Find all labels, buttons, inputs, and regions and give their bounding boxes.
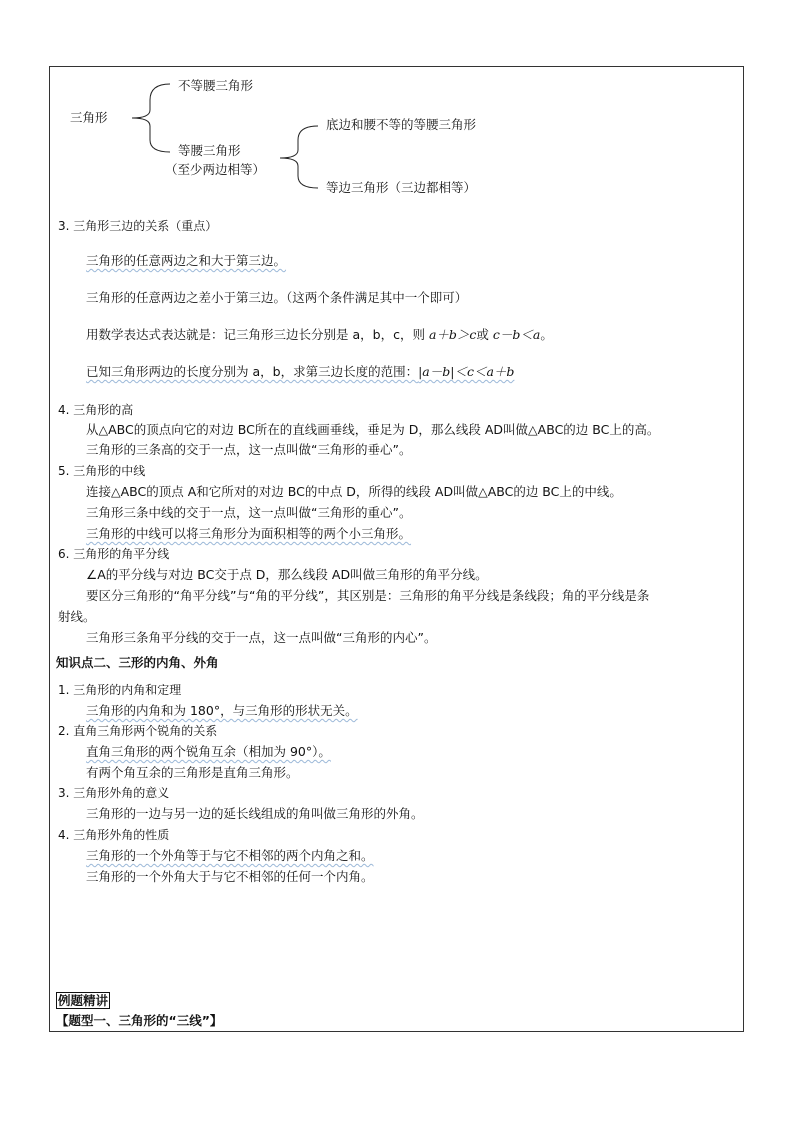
sec6-line3: 三角形三条角平分线的交于一点，这一点叫做“三角形的内心”。 xyxy=(86,630,437,645)
kp2-h2-line1: 直角三角形的两个锐角互余（相加为 90°）。 xyxy=(86,744,331,759)
examples-label: 例题精讲 xyxy=(58,993,109,1008)
sec3-heading: 3. 三角形三边的关系（重点） xyxy=(58,219,218,233)
sec3-expr2: c－b＜a xyxy=(492,327,541,342)
sec6-line1: ∠A的平分线与对边 BC交于点 D，那么线段 AD叫做三角形的角平分线。 xyxy=(86,567,488,582)
sec3-or: 或 xyxy=(476,327,489,342)
sec4-line1: 从△ABC的顶点向它的对边 BC所在的直线画垂线，垂足为 D，那么线段 AD叫做△ABC的边 BC上的高。 xyxy=(86,422,660,437)
sec6-line2a: 要区分三角形的“角平分线”与“角的平分线”，其区别是：三角形的角平分线是条线段；角的平分线是条 xyxy=(86,588,650,603)
sec3-line1: 三角形的任意两边之和大于第三边。 xyxy=(86,253,287,268)
sec5-line2: 三角形三条中线的交于一点，这一点叫做“三角形的重心”。 xyxy=(86,505,412,520)
kp2-h2: 2. 直角三角形两个锐角的关系 xyxy=(58,724,218,738)
sec3-line3 xyxy=(86,327,553,343)
tree-equilateral: 等边三角形（三边都相等） xyxy=(326,180,477,195)
tree-isosceles-note: （至少两边相等） xyxy=(165,162,266,177)
sec5-heading: 5. 三角形的中线 xyxy=(58,464,146,478)
examples-type1: 【题型一、三角形的“三线”】 xyxy=(56,1013,223,1028)
kp2-h3: 3. 三角形外角的意义 xyxy=(58,786,170,800)
sec3-line4-expr: |a－b|＜c＜a＋b xyxy=(418,364,515,379)
sec3-line3-prefix: 用数学表达式表达就是：记三角形三边长分别是 a，b，c，则 xyxy=(86,327,425,342)
sec3-end: 。 xyxy=(540,327,553,342)
sec3-line4 xyxy=(86,364,514,380)
sec6-heading: 6. 三角形的角平分线 xyxy=(58,547,170,561)
sec6-line2b: 射线。 xyxy=(58,609,96,624)
kp2-h1: 1. 三角形的内角和定理 xyxy=(58,683,182,697)
sec5-line1: 连接△ABC的顶点 A和它所对的对边 BC的中点 D，所得的线段 AD叫做△ABC的边 BC上的中线。 xyxy=(86,484,622,499)
kp2-h4: 4. 三角形外角的性质 xyxy=(58,828,170,842)
tree-isosceles: 等腰三角形 xyxy=(178,143,241,158)
sec4-heading: 4. 三角形的高 xyxy=(58,403,134,417)
tree-iso-unequal: 底边和腰不等的等腰三角形 xyxy=(326,117,477,132)
tree-scalene: 不等腰三角形 xyxy=(178,78,254,93)
sec5-line3: 三角形的中线可以将三角形分为面积相等的两个小三角形。 xyxy=(86,526,412,541)
tree-root: 三角形 xyxy=(70,110,108,125)
kp2-h1-line: 三角形的内角和为 180°，与三角形的形状无关。 xyxy=(86,703,358,718)
sec3-line4-prefix: 已知三角形两边的长度分别为 a，b，求第三边长度的范围： xyxy=(86,364,419,379)
sec4-line2: 三角形的三条高的交于一点，这一点叫做“三角形的垂心”。 xyxy=(86,442,412,457)
kp2-h2-line2: 有两个角互余的三角形是直角三角形。 xyxy=(86,765,299,780)
sec3-expr1: a＋b＞c xyxy=(428,327,477,342)
kp2-heading: 知识点二、三形的内角、外角 xyxy=(56,655,219,670)
sec3-line2: 三角形的任意两边之差小于第三边。（这两个条件满足其中一个即可） xyxy=(86,290,468,305)
kp2-h4-line2: 三角形的一个外角大于与它不相邻的任何一个内角。 xyxy=(86,869,374,884)
kp2-h3-line: 三角形的一边与另一边的延长线组成的角叫做三角形的外角。 xyxy=(86,806,424,821)
kp2-h4-line1: 三角形的一个外角等于与它不相邻的两个内角之和。 xyxy=(86,848,374,863)
